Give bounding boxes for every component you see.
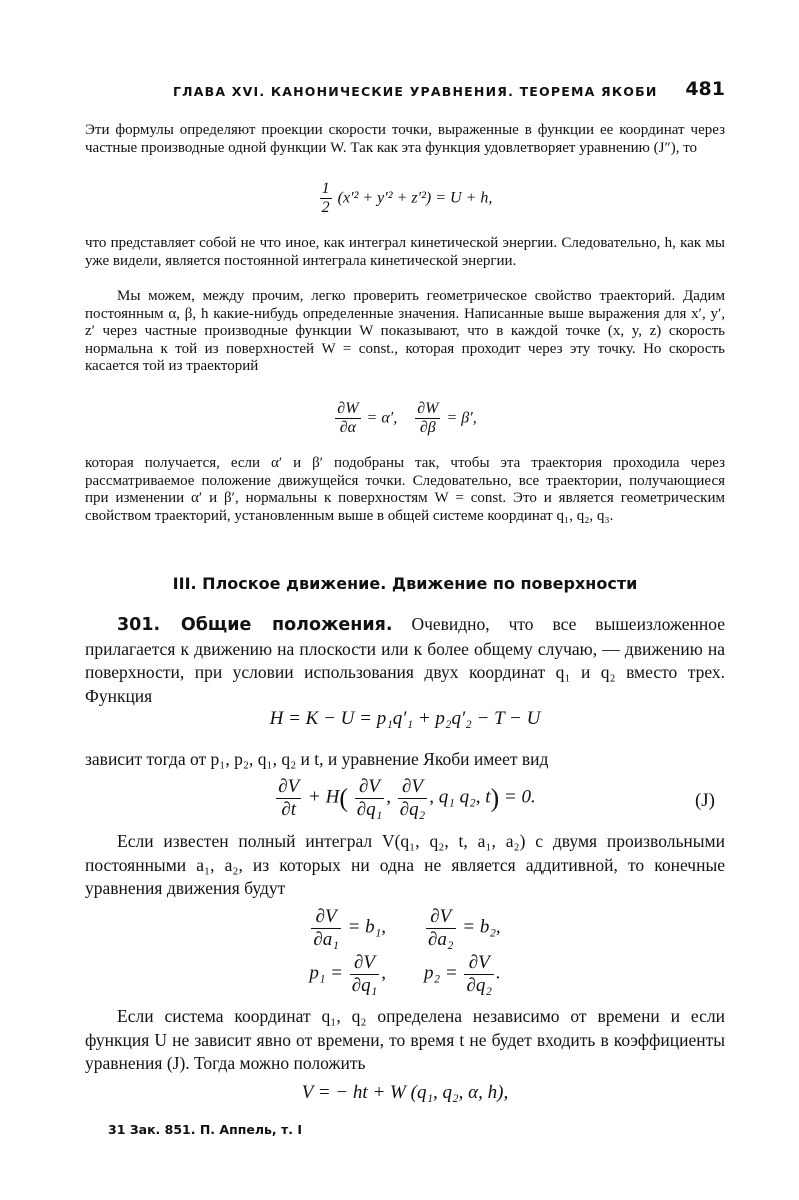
fraction-denominator: ∂q₂ [466, 974, 492, 996]
equation-lhs: p₁ = [309, 962, 343, 984]
paragraph-text: Эти формулы определяют проекции скорости точки, выраженные в функции ее координат через частные производные одной функции W. Так как эта функция удовлетворяет уравнению (J″), то [85, 122, 725, 156]
fraction-one-half [320, 180, 332, 218]
equation-rhs: = b₁, [347, 916, 386, 938]
fraction-dv-dq1 [350, 952, 380, 997]
fraction-denominator: ∂a₂ [428, 928, 454, 950]
paragraph-text: Если система координат q₁, q₂ определена независимо от времени и если функция U не зависит явно от времени, то время t не будет входить в коэффициенты уравнения (J). Тогда можно положить [85, 1006, 725, 1073]
equation-punct: . [495, 962, 501, 984]
section-301-text: Очевидно, что все вышеизложенное прилагается к движению на плоскости или к более общему случаю, — движению на поверхности, при условии использования двух координат q₁ и q₂ вместо трех. Функция [85, 614, 725, 706]
fraction-dw-dalpha [335, 400, 360, 438]
equation-rhs: = β′, [446, 409, 477, 427]
fraction-numerator: ∂V [426, 906, 456, 929]
equation-lhs: p₂ = [424, 962, 458, 984]
paragraph-5 [85, 748, 725, 772]
paragraph-4 [85, 455, 725, 525]
right-paren: ) [490, 783, 500, 813]
fraction-numerator: ∂V [311, 906, 341, 929]
paragraph-text: Если известен полный интеграл V(q₁, q₂, t, a₁, a₂) с двумя произвольными постоянными a₁, a₂, из которых ни одна не является аддитивной, то конечные уравнения движения будут [85, 831, 725, 898]
paragraph-text: что представляет собой не что иное, как интеграл кинетической энергии. Следовательно, h, как мы уже видели, является постоянной интеграла кинетической энергии. [85, 235, 725, 269]
fraction-dv-dt [276, 776, 301, 821]
fraction-numerator: ∂V [464, 952, 494, 975]
fraction-numerator: ∂V [398, 776, 428, 799]
paragraph-2 [85, 235, 725, 270]
paragraph-text: зависит тогда от p₁, p₂, q₁, q₂ и t, и уравнение Якоби имеет вид [85, 749, 549, 769]
page-number: 481 [685, 78, 725, 100]
section-301-heading: 301. Общие положения. [117, 615, 393, 635]
paragraph-1 [85, 122, 725, 157]
fraction-numerator: ∂W [415, 400, 440, 419]
fraction-numerator: ∂V [350, 952, 380, 975]
fraction-denominator: ∂α [339, 419, 357, 437]
paragraph-7 [85, 1005, 725, 1076]
equation-final-motion-2 [85, 952, 725, 997]
fraction-denominator: ∂q₁ [351, 974, 378, 996]
fraction-dv-dq1 [355, 776, 385, 821]
equation-plus-h: + H [308, 786, 340, 808]
fraction-denominator: ∂q₂ [399, 798, 426, 820]
fraction-denominator: 2 [321, 199, 330, 217]
fraction-dv-da2 [426, 906, 456, 951]
paragraph-3 [85, 288, 725, 376]
section-title: III. Плоское движение. Движение по поверхности [172, 574, 638, 593]
equation-tail: , q₁ q₂, t [429, 786, 491, 808]
fraction-denominator: ∂a₁ [313, 928, 339, 950]
fraction-denominator: ∂β [419, 419, 436, 437]
section-301 [85, 613, 725, 708]
equation-energy [85, 180, 725, 218]
equation-separation [85, 1082, 725, 1104]
equation-final-motion-1 [85, 906, 725, 951]
paragraph-text: Мы можем, между прочим, легко проверить геометрическое свойство траекторий. Дадим постоянным α, β, h какие-нибудь определенные значения. Написанные выше выражения для x′, y′, z′ через частные производные функции W показывают, что в каждой точке (x, y, z) скорость нормальна к той из поверхностей W = const., которая проходит через эту точку. Но скорость касается той из траекторий [85, 288, 725, 374]
equation-hamiltonian [85, 708, 725, 730]
fraction-dv-da1 [311, 906, 341, 951]
fraction-denominator: ∂q₁ [356, 798, 383, 820]
fraction-dw-dbeta [415, 400, 440, 438]
equation-punct: , [381, 962, 386, 984]
fraction-numerator: ∂W [335, 400, 360, 419]
equation-body: H = K − U = p₁q′₁ + p₂q′₂ − T − U [269, 708, 541, 729]
equation-jacobi: $\frac{\partial V}{\partial t}$ + H( $\frac{\partial V}{\text{∂q₁}}$ , $\frac{\partial V}{\text{∂q₂}}$ , q₁ q₂, t) = 0. (J) [278, 776, 715, 820]
equation-label: (J) [694, 790, 715, 811]
equation-body: V = − ht + W (q₁, q₂, α, h), [301, 1082, 509, 1103]
equation-body: (x′² + y′² + z′²) = U + h, [337, 189, 493, 207]
running-title: ГЛАВА XVI. КАНОНИЧЕСКИЕ УРАВНЕНИЯ. ТЕОРЕМА ЯКОБИ [173, 84, 658, 99]
fraction-dv-dq2 [464, 952, 494, 997]
equation-rhs: = b₂, [462, 916, 501, 938]
paragraph-text: которая получается, если α′ и β′ подобраны так, чтобы эта траектория проходила через рассматриваемое положение движущейся точки. Следовательно, все траектории, получающиеся при изменении α′ и β′, нормальны к поверхностям W = const. Это и является геометрическим свойством траекторий, установленным выше в общей системе координат q₁, q₂, q₃. [85, 455, 725, 524]
fraction-numerator: 1 [320, 180, 332, 199]
equation-rhs: = 0. [503, 786, 536, 808]
left-paren: ( [339, 783, 348, 813]
fraction-numerator: ∂V [355, 776, 385, 799]
equation-rhs: = α′, [366, 409, 398, 427]
page-header [85, 80, 725, 104]
fraction-numerator: ∂V [278, 776, 300, 797]
equation-trajectories [85, 400, 725, 438]
fraction-denominator: ∂t [281, 798, 297, 820]
section-301-paragraph [85, 613, 725, 708]
paragraph-6 [85, 830, 725, 901]
fraction-dv-dq2 [398, 776, 428, 821]
page-footer: 31 Зак. 851. П. Аппель, т. I [108, 1122, 302, 1137]
